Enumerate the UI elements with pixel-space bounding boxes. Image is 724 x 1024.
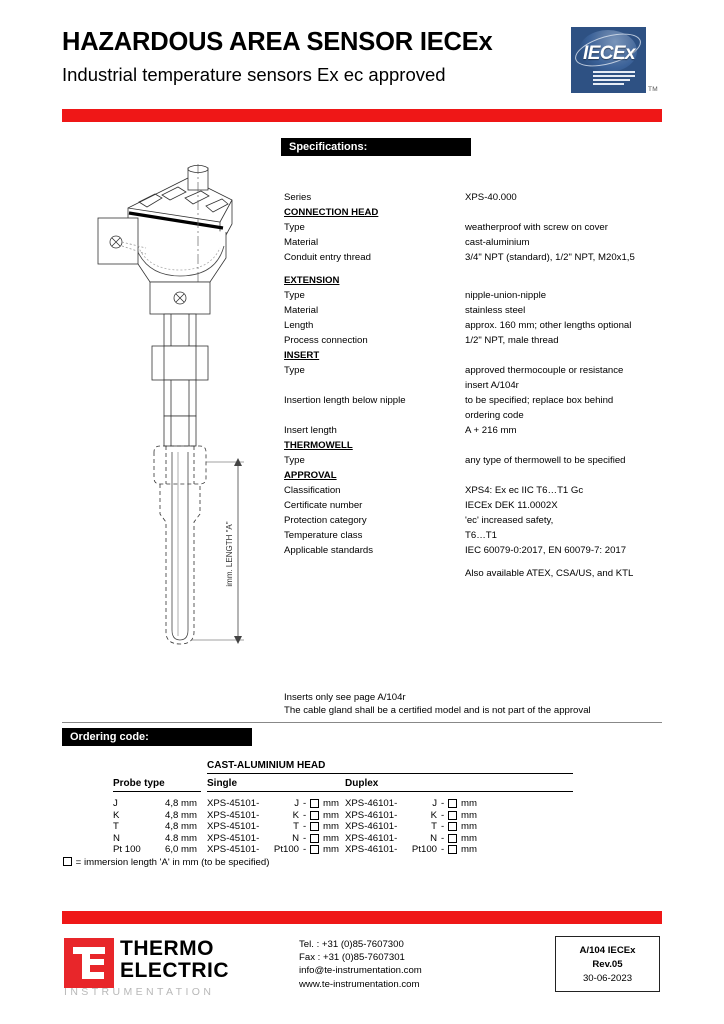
order-single-dash: - (303, 798, 307, 809)
order-duplex-dash: - (441, 832, 445, 844)
order-single-letter: Pt100 (273, 844, 299, 856)
order-probe-type: T (113, 821, 119, 833)
iecex-logo (571, 27, 646, 93)
immersion-box-icon[interactable] (310, 845, 319, 854)
order-single-unit: mm (323, 844, 339, 856)
spec-row (284, 468, 679, 483)
table-row (113, 798, 583, 810)
order-single-unit: mm (323, 832, 339, 844)
ordering-column-headers (113, 778, 573, 793)
immersion-box-icon[interactable] (310, 799, 319, 808)
immersion-box-icon (63, 857, 72, 866)
order-diameter: 6,0 mm (165, 844, 197, 856)
spec-row (284, 220, 679, 235)
brand-name-line2: ELECTRIC (120, 959, 229, 982)
column-header-duplex: Duplex (345, 778, 573, 792)
order-single-letter: N (292, 832, 299, 844)
footer-red-rule (62, 911, 662, 924)
spec-row (284, 205, 679, 220)
table-row (113, 821, 583, 833)
spec-row (284, 408, 679, 423)
spec-row (284, 363, 679, 378)
order-diameter: 4.8 mm (165, 832, 197, 844)
ordering-code-section-bar: Ordering code: (62, 728, 252, 746)
contact-fax: Fax : +31 (0)85-7607301 (299, 952, 405, 964)
spec-value: 'ec' increased safety, (465, 515, 554, 526)
brand-name-line3: INSTRUMENTATION (64, 986, 215, 998)
spec-row (284, 333, 679, 348)
spec-value: T6…T1 (465, 530, 497, 541)
order-duplex-dash: - (441, 821, 445, 833)
immersion-box-icon[interactable] (310, 822, 319, 831)
spec-label: Process connection (284, 335, 368, 346)
immersion-box-icon[interactable] (448, 799, 457, 808)
order-single-unit: mm (323, 809, 339, 821)
order-single-dash: - (303, 809, 307, 821)
spec-label: Certificate number (284, 500, 363, 511)
spec-value: IECEx DEK 11.0002X (465, 500, 558, 511)
order-single-letter: K (292, 809, 299, 821)
table-row (113, 844, 583, 856)
spec-value: IEC 60079-0:2017, EN 60079-7: 2017 (465, 545, 627, 556)
spec-value: to be specified; replace box behind (465, 395, 614, 406)
spec-label: Length (284, 320, 314, 331)
document-revision: Rev.05 (592, 959, 623, 970)
immersion-box-icon[interactable] (310, 811, 319, 820)
spec-value: nipple-union-nipple (465, 290, 547, 301)
order-duplex-letter: T (431, 821, 437, 833)
page-title: HAZARDOUS AREA SENSOR IECEx (62, 28, 493, 56)
spec-label: Type (284, 222, 305, 233)
spec-row (284, 438, 679, 453)
spec-spacer (284, 558, 679, 566)
spec-value: any type of thermowell to be specified (465, 455, 626, 466)
order-duplex-code: XPS-46101- (345, 832, 398, 844)
contact-web[interactable]: www.te-instrumentation.com (299, 978, 420, 990)
ordering-legend (62, 857, 269, 868)
specifications-list (284, 190, 679, 581)
spec-row (284, 423, 679, 438)
spec-value: approx. 160 mm; other lengths optional (465, 320, 632, 331)
spec-label: THERMOWELL (284, 440, 353, 451)
spec-value: stainless steel (465, 305, 526, 316)
spec-value: XPS4: Ex ec IIC T6…T1 Gc (465, 485, 584, 496)
spec-label: Material (284, 305, 319, 316)
document-code: A/104 IECEx (579, 945, 636, 956)
order-duplex-unit: mm (461, 809, 477, 821)
spec-label: Type (284, 455, 305, 466)
order-probe-type: K (113, 809, 120, 821)
immersion-length-dimension-label: imm. LENGTH "A" (225, 521, 234, 587)
order-single-letter: T (293, 821, 299, 833)
spec-label: EXTENSION (284, 275, 340, 286)
spec-spacer (284, 265, 679, 273)
spec-value: cast-aluminium (465, 237, 530, 248)
spec-row (284, 348, 679, 363)
order-single-code: XPS-45101- (207, 844, 260, 856)
spec-value: ordering code (465, 410, 524, 421)
order-duplex-code: XPS-46101- (345, 809, 398, 821)
spec-row (284, 543, 679, 558)
order-duplex-letter: K (430, 809, 437, 821)
spec-row (284, 498, 679, 513)
spec-value: insert A/104r (465, 380, 519, 391)
ordering-legend-text: = immersion length 'A' in mm (to be specified) (75, 857, 270, 868)
spec-row (284, 566, 679, 581)
immersion-box-icon[interactable] (448, 822, 457, 831)
order-single-dash: - (303, 844, 307, 856)
spec-value: approved thermocouple or resistance (465, 365, 624, 376)
spec-row (284, 318, 679, 333)
order-duplex-unit: mm (461, 821, 477, 833)
spec-label: Temperature class (284, 530, 363, 541)
order-single-code: XPS-45101- (207, 821, 260, 833)
spec-row (284, 235, 679, 250)
header-red-rule (62, 109, 662, 122)
ordering-divider (62, 722, 662, 723)
order-duplex-letter: Pt100 (411, 844, 437, 856)
footnote-cable-gland: The cable gland shall be a certified model and is not part of the approval (284, 704, 591, 716)
spec-label: INSERT (284, 350, 320, 361)
spec-value: 3/4" NPT (standard), 1/2" NPT, M20x1,5 (465, 252, 635, 263)
spec-label: APPROVAL (284, 470, 337, 481)
immersion-box-icon[interactable] (448, 811, 457, 820)
trademark-mark: TM (648, 86, 658, 93)
order-diameter: 4,8 mm (165, 821, 197, 833)
contact-tel: Tel. : +31 (0)85-7607300 (299, 939, 404, 950)
order-duplex-letter: N (430, 832, 437, 844)
spec-label: Applicable standards (284, 545, 374, 556)
immersion-box-icon[interactable] (310, 834, 319, 843)
logo-bars-icon (593, 71, 635, 87)
document-date: 30-06-2023 (582, 973, 633, 984)
order-duplex-unit: mm (461, 798, 477, 809)
spec-row (284, 273, 679, 288)
column-header-probe-type: Probe type (113, 778, 201, 792)
order-single-unit: mm (323, 821, 339, 833)
order-duplex-unit: mm (461, 832, 477, 844)
spec-row (284, 453, 679, 468)
spec-value: 1/2" NPT, male thread (465, 335, 559, 346)
spec-label: Insertion length below nipple (284, 395, 406, 406)
spec-row (284, 483, 679, 498)
spec-row (284, 303, 679, 318)
specifications-section-bar: Specifications: (281, 138, 471, 156)
spec-label: Protection category (284, 515, 367, 526)
order-probe-type: J (113, 798, 118, 809)
spec-label: Conduit entry thread (284, 252, 371, 263)
spec-row (284, 250, 679, 265)
order-diameter: 4,8 mm (165, 798, 197, 809)
order-single-letter: J (294, 798, 299, 809)
order-duplex-letter: J (432, 798, 437, 809)
order-single-code: XPS-45101- (207, 809, 260, 821)
spec-value: XPS-40.000 (465, 192, 517, 203)
order-probe-type: Pt 100 (113, 844, 141, 856)
spec-value: A + 216 mm (465, 425, 517, 436)
order-duplex-code: XPS-46101- (345, 798, 398, 809)
order-diameter: 4,8 mm (165, 809, 197, 821)
footnote-inserts: Inserts only see page A/104r (284, 692, 406, 703)
order-single-dash: - (303, 832, 307, 844)
sensor-technical-drawing (92, 162, 277, 692)
spec-row (284, 513, 679, 528)
contact-email[interactable]: info@te-instrumentation.com (299, 965, 422, 977)
iecex-logo-text: IECEx (583, 43, 635, 64)
order-duplex-unit: mm (461, 844, 477, 856)
immersion-box-icon[interactable] (448, 845, 457, 854)
table-row (113, 810, 583, 822)
document-reference-box (555, 936, 660, 992)
contact-block (299, 938, 422, 991)
column-header-single: Single (207, 778, 434, 792)
spec-label: Material (284, 237, 319, 248)
spec-label: CONNECTION HEAD (284, 207, 379, 218)
footnotes (284, 692, 591, 717)
ordering-rows (113, 798, 583, 856)
spec-row (284, 190, 679, 205)
spec-value: weatherproof with screw on cover (465, 222, 608, 233)
order-single-code: XPS-45101- (207, 832, 260, 844)
spec-label: Series (284, 192, 312, 203)
table-row (113, 833, 583, 845)
order-single-unit: mm (323, 798, 339, 809)
cast-aluminium-head-header: CAST-ALUMINIUM HEAD (207, 760, 573, 774)
spec-label: Type (284, 290, 305, 301)
spec-row (284, 393, 679, 408)
order-duplex-code: XPS-46101- (345, 821, 398, 833)
order-duplex-dash: - (441, 809, 445, 821)
order-duplex-dash: - (441, 798, 445, 809)
spec-row (284, 528, 679, 543)
immersion-box-icon[interactable] (448, 834, 457, 843)
order-single-code: XPS-45101- (207, 798, 260, 809)
spec-label: Insert length (284, 425, 337, 436)
order-probe-type: N (113, 832, 120, 844)
brand-name-line1: THERMO (120, 937, 214, 960)
spec-value: Also available ATEX, CSA/US, and KTL (465, 568, 634, 579)
spec-label: Type (284, 365, 305, 376)
order-single-dash: - (303, 821, 307, 833)
order-duplex-dash: - (441, 844, 445, 856)
spec-label: Classification (284, 485, 341, 496)
page-subtitle: Industrial temperature sensors Ex ec approved (62, 64, 446, 85)
spec-row (284, 288, 679, 303)
thermo-electric-logo-icon (64, 938, 114, 988)
order-duplex-code: XPS-46101- (345, 844, 398, 856)
spec-row (284, 378, 679, 393)
